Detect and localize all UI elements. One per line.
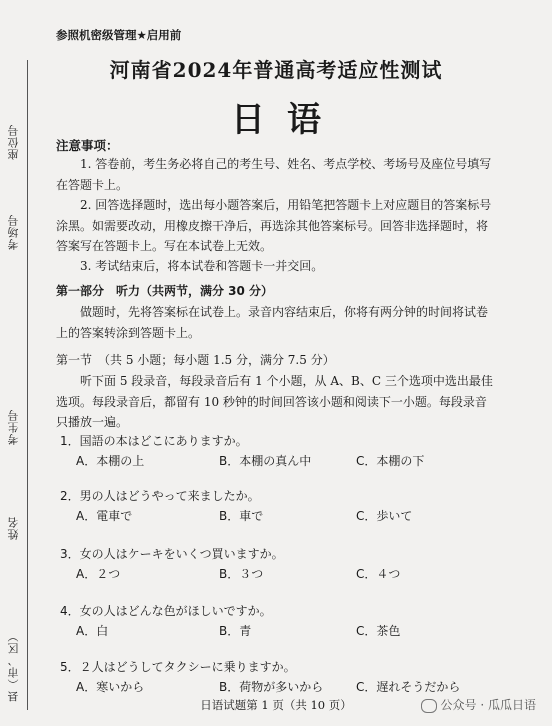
q5-option-b: B．荷物が多いから — [219, 680, 324, 694]
question-2: 2．男の人はどうやって来ましたか。 — [60, 489, 260, 503]
notice-heading: 注意事项： — [56, 138, 119, 153]
candidate-number-field: 考生号 — [7, 409, 20, 445]
notice-item-3: 3. 考试结束后，将本试卷和答题卡一并交回。 — [80, 259, 324, 273]
wechat-icon — [421, 699, 437, 713]
q4-option-b: B．青 — [219, 624, 252, 638]
watermark — [421, 696, 536, 713]
watermark-text: 公众号 · 瓜瓜日语 — [440, 698, 536, 712]
section1-heading: 第一节 （共 5 小题；每小题 1.5 分，满分 7.5 分） — [56, 353, 335, 367]
exam-room-field: 考场号 — [7, 214, 20, 250]
question-1: 1．国語の本はどこにありますか。 — [60, 434, 248, 448]
name-field: 姓名 — [7, 516, 20, 540]
question-4: 4．女の人はどんな色がほしいですか。 — [60, 604, 272, 618]
exam-title: 河南省2024年普通高考适应性测试 — [109, 58, 443, 82]
q2-option-b: B．車で — [219, 509, 264, 523]
page-footer: 日语试题第 1 页（共 10 页） — [200, 698, 352, 712]
q5-option-a: A．寒いから — [76, 680, 145, 694]
q1-option-b: B．本棚の真ん中 — [219, 454, 312, 468]
county-field: 县（市、区） — [7, 630, 20, 702]
q2-option-c: C．歩いて — [356, 509, 413, 523]
question-5: 5．２人はどうしてタクシーに乗りますか。 — [60, 660, 296, 674]
q5-option-c: C．遅れそうだから — [356, 680, 461, 694]
q4-option-a: A．白 — [76, 624, 109, 638]
subject-title: 日语 — [231, 100, 343, 140]
section1-intro: 听下面 5 段录音，每段录音后有 1 个小题，从 A、B、C 三个选项中选出最佳选项。每段录音后，都留有 10 秒钟的时间回答该小题和阅读下一小题。每段录音只播放一遍。 — [56, 374, 493, 429]
part1-heading: 第一部分 听力（共两节，满分 30 分） — [56, 284, 274, 298]
q2-option-a: A．電車で — [76, 509, 133, 523]
notice-item-1: 1. 答卷前，考生务必将自己的考生号、姓名、考点学校、考场号及座位号填写在答题卡上。 — [56, 157, 492, 192]
seat-number-field: 座位号 — [7, 124, 20, 160]
q1-option-c: C．本棚の下 — [356, 454, 425, 468]
question-3: 3．女の人はケーキをいくつ買いますか。 — [60, 547, 284, 561]
q4-option-c: C．茶色 — [356, 624, 401, 638]
part1-intro: 做题时，先将答案标在试卷上。录音内容结束后，你将有两分钟的时间将试卷上的答案转涂到答题卡上。 — [56, 305, 489, 340]
q3-option-c: C．４つ — [356, 567, 401, 581]
notice-item-2: 2. 回答选择题时，选出每小题答案后，用铅笔把答题卡上对应题目的答案标号涂黑。如需要改动，用橡皮擦干净后，再选涂其他答案标号。回答非选择题时，将答案写在答题卡上。写在本试卷上无效。 — [56, 198, 492, 253]
q1-option-a: A．本棚の上 — [76, 454, 145, 468]
confidential-label: 参照机密级管理★启用前 — [56, 28, 182, 42]
q3-option-a: A．２つ — [76, 567, 121, 581]
q3-option-b: B．３つ — [219, 567, 264, 581]
